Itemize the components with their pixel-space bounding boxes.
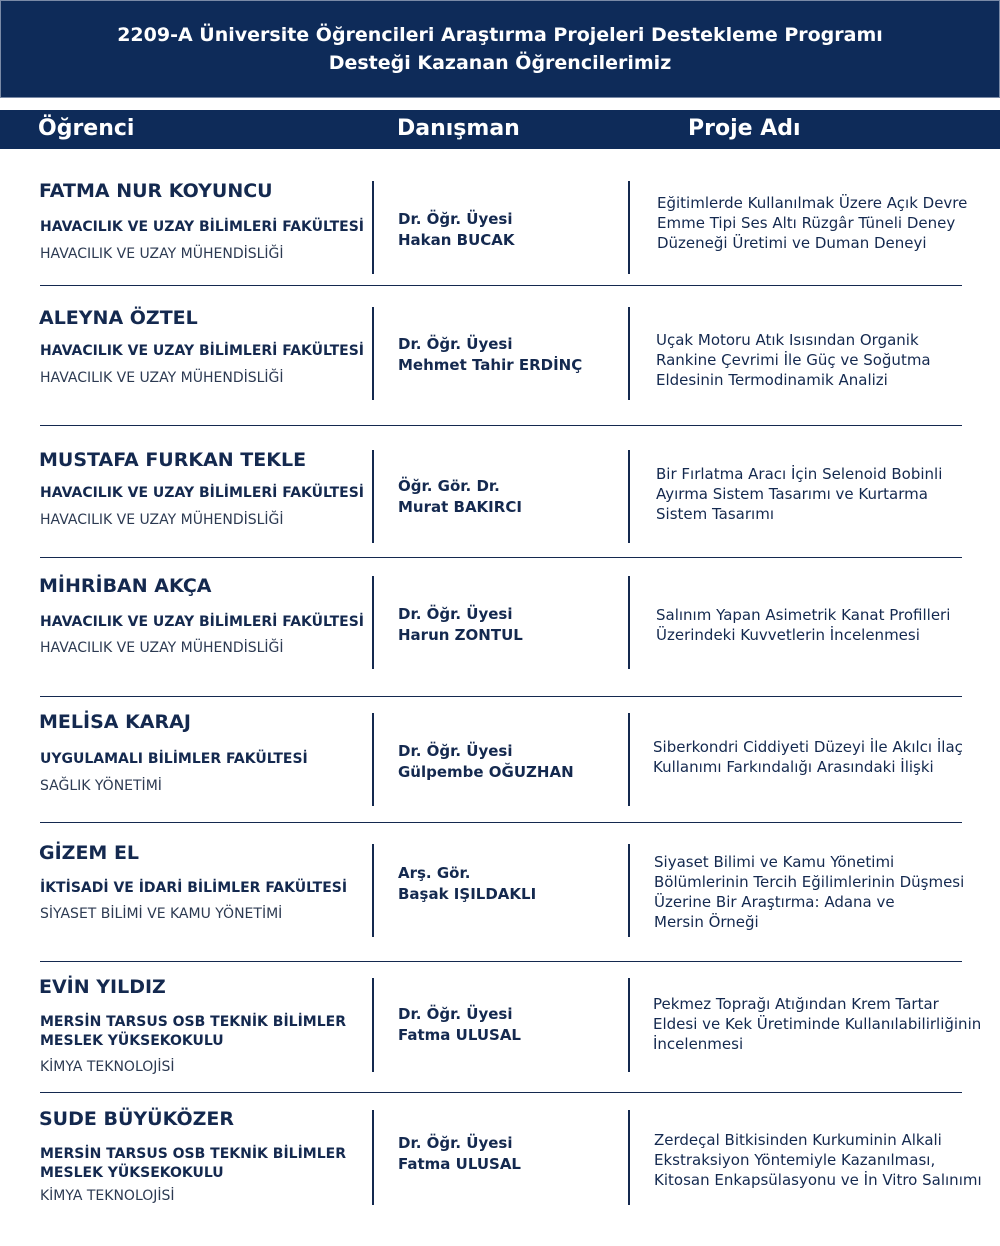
advisor-title: Dr. Öğr. Üyesi — [398, 1134, 513, 1152]
row-separator — [40, 961, 962, 962]
project-line: Ekstraksiyon Yöntemiyle Kazanılması, — [654, 1151, 936, 1169]
column-divider — [628, 576, 630, 669]
project-line: Emme Tipi Ses Altı Rüzgâr Tüneli Deney — [657, 214, 956, 232]
column-divider — [372, 978, 374, 1072]
column-header-bar — [0, 110, 1000, 149]
advisor — [398, 209, 515, 251]
column-divider — [628, 713, 630, 806]
advisor-title: Dr. Öğr. Üyesi — [398, 742, 513, 760]
column-divider — [628, 450, 630, 543]
project-line: Rankine Çevrimi İle Güç ve Soğutma — [656, 351, 931, 369]
project-title — [656, 605, 986, 645]
project-line: Siyaset Bilimi ve Kamu Yönetimi — [654, 853, 895, 871]
project-line: Bir Fırlatma Aracı İçin Selenoid Bobinli — [656, 465, 943, 483]
project-line: Eldesi ve Kek Üretiminde Kullanılabilirliğinin — [653, 1015, 982, 1033]
student-department: HAVACILIK VE UZAY MÜHENDİSLİĞİ — [40, 512, 284, 528]
advisor-name: Mehmet Tahir ERDİNÇ — [398, 356, 583, 374]
advisor-title: Dr. Öğr. Üyesi — [398, 1005, 513, 1023]
row-separator — [40, 822, 962, 823]
project-line: Düzeneği Üretimi ve Duman Deneyi — [657, 234, 927, 252]
header-title-line1: 2209-A Üniversite Öğrencileri Araştırma Projeleri Destekleme Programı — [117, 24, 883, 46]
row-separator — [40, 285, 962, 286]
student-name: ALEYNA ÖZTEL — [39, 307, 198, 329]
row-separator — [40, 425, 962, 426]
student-name: SUDE BÜYÜKÖZER — [39, 1108, 234, 1130]
advisor-title: Dr. Öğr. Üyesi — [398, 335, 513, 353]
column-divider — [372, 844, 374, 937]
column-student: Öğrenci — [38, 116, 135, 141]
row-separator — [40, 557, 962, 558]
project-line: Uçak Motoru Atık Isısından Organik — [656, 331, 919, 349]
column-divider — [628, 1110, 630, 1205]
advisor-name: Başak IŞILDAKLI — [398, 885, 537, 903]
project-line: Ayırma Sistem Tasarımı ve Kurtarma — [656, 485, 928, 503]
faculty-line: MERSİN TARSUS OSB TEKNİK BİLİMLER — [40, 1014, 346, 1030]
column-divider — [628, 844, 630, 937]
advisor — [398, 1004, 521, 1046]
student-faculty — [40, 879, 347, 898]
advisor-name: Hakan BUCAK — [398, 231, 515, 249]
advisor — [398, 334, 582, 376]
column-divider — [372, 307, 374, 400]
advisor-name: Fatma ULUSAL — [398, 1026, 521, 1044]
project-line: Siberkondri Ciddiyeti Düzeyi İle Akılcı İlaç — [653, 738, 963, 756]
project-title — [657, 193, 987, 253]
column-divider — [372, 713, 374, 806]
advisor — [398, 604, 523, 646]
column-divider — [372, 576, 374, 669]
student-name: MELİSA KARAJ — [39, 711, 191, 733]
faculty-line: HAVACILIK VE UZAY BİLİMLERİ FAKÜLTESİ — [40, 219, 365, 235]
column-divider — [372, 450, 374, 543]
project-line: Eldesinin Termodinamik Analizi — [656, 371, 888, 389]
project-title — [653, 737, 983, 777]
faculty-line: HAVACILIK VE UZAY BİLİMLERİ FAKÜLTESİ — [40, 343, 365, 359]
advisor-name: Gülpembe OĞUZHAN — [398, 763, 574, 781]
project-title — [654, 1130, 984, 1190]
project-title — [656, 330, 986, 390]
project-line: Mersin Örneği — [654, 913, 759, 931]
project-line: Salınım Yapan Asimetrik Kanat Profilleri — [656, 606, 951, 624]
project-line: Eğitimlerde Kullanılmak Üzere Açık Devre — [657, 194, 968, 212]
project-line: Sistem Tasarımı — [656, 505, 774, 523]
column-divider — [628, 307, 630, 400]
project-line: İncelenmesi — [653, 1035, 744, 1053]
student-name: MİHRİBAN AKÇA — [39, 575, 212, 597]
student-name: FATMA NUR KOYUNCU — [39, 180, 273, 202]
advisor-title: Dr. Öğr. Üyesi — [398, 605, 513, 623]
student-name: GİZEM EL — [39, 842, 140, 864]
header-title-line2: Desteği Kazanan Öğrencilerimiz — [328, 52, 672, 74]
project-title — [653, 994, 983, 1054]
faculty-line: MERSİN TARSUS OSB TEKNİK BİLİMLER — [40, 1146, 346, 1162]
project-line: Pekmez Toprağı Atığından Krem Tartar — [653, 995, 939, 1013]
column-project: Proje Adı — [688, 116, 801, 141]
project-title — [654, 852, 984, 932]
student-department: SAĞLIK YÖNETİMİ — [40, 778, 162, 794]
student-name: EVİN YILDIZ — [39, 976, 166, 998]
page-header — [0, 0, 1000, 98]
row-separator — [40, 696, 962, 697]
student-department: HAVACILIK VE UZAY MÜHENDİSLİĞİ — [40, 370, 284, 386]
advisor — [398, 476, 522, 518]
project-line: Bölümlerinin Tercih Eğilimlerinin Düşmesi — [654, 873, 965, 891]
column-divider — [628, 978, 630, 1072]
project-line: Üzerindeki Kuvvetlerin İncelenmesi — [656, 626, 920, 644]
faculty-line: MESLEK YÜKSEKOKULU — [40, 1033, 224, 1049]
advisor-title: Dr. Öğr. Üyesi — [398, 210, 513, 228]
student-faculty — [40, 1013, 346, 1051]
project-line: Kitosan Enkapsülasyonu ve İn Vitro Salınımı — [654, 1171, 982, 1189]
advisor-title: Öğr. Gör. Dr. — [398, 477, 500, 495]
project-title — [656, 464, 986, 524]
advisor — [398, 741, 574, 783]
advisor — [398, 1133, 521, 1175]
project-line: Üzerine Bir Araştırma: Adana ve — [654, 893, 895, 911]
student-department: HAVACILIK VE UZAY MÜHENDİSLİĞİ — [40, 640, 284, 656]
student-faculty — [40, 484, 364, 503]
advisor-name: Harun ZONTUL — [398, 626, 523, 644]
student-faculty — [40, 1145, 346, 1183]
project-line: Zerdeçal Bitkisinden Kurkuminin Alkali — [654, 1131, 942, 1149]
column-divider — [372, 1110, 374, 1205]
column-divider — [372, 181, 374, 274]
faculty-line: MESLEK YÜKSEKOKULU — [40, 1165, 224, 1181]
student-department: HAVACILIK VE UZAY MÜHENDİSLİĞİ — [40, 246, 284, 262]
advisor — [398, 863, 536, 905]
advisor-name: Murat BAKIRCI — [398, 498, 522, 516]
student-faculty — [40, 342, 364, 361]
column-divider — [628, 181, 630, 274]
faculty-line: İKTİSADİ VE İDARİ BİLİMLER FAKÜLTESİ — [40, 880, 348, 896]
student-faculty — [40, 613, 364, 632]
advisor-title: Arş. Gör. — [398, 864, 471, 882]
column-advisor: Danışman — [397, 116, 520, 141]
faculty-line: HAVACILIK VE UZAY BİLİMLERİ FAKÜLTESİ — [40, 614, 365, 630]
project-line: Kullanımı Farkındalığı Arasındaki İlişki — [653, 758, 934, 776]
student-department: SİYASET BİLİMİ VE KAMU YÖNETİMİ — [40, 906, 283, 922]
faculty-line: UYGULAMALI BİLİMLER FAKÜLTESİ — [40, 751, 308, 767]
advisor-name: Fatma ULUSAL — [398, 1155, 521, 1173]
student-department: KİMYA TEKNOLOJİSİ — [40, 1188, 175, 1204]
student-name: MUSTAFA FURKAN TEKLE — [39, 449, 307, 471]
faculty-line: HAVACILIK VE UZAY BİLİMLERİ FAKÜLTESİ — [40, 485, 365, 501]
student-department: KİMYA TEKNOLOJİSİ — [40, 1059, 175, 1075]
student-faculty — [40, 218, 364, 237]
row-separator — [40, 1092, 962, 1093]
student-faculty — [40, 750, 308, 769]
